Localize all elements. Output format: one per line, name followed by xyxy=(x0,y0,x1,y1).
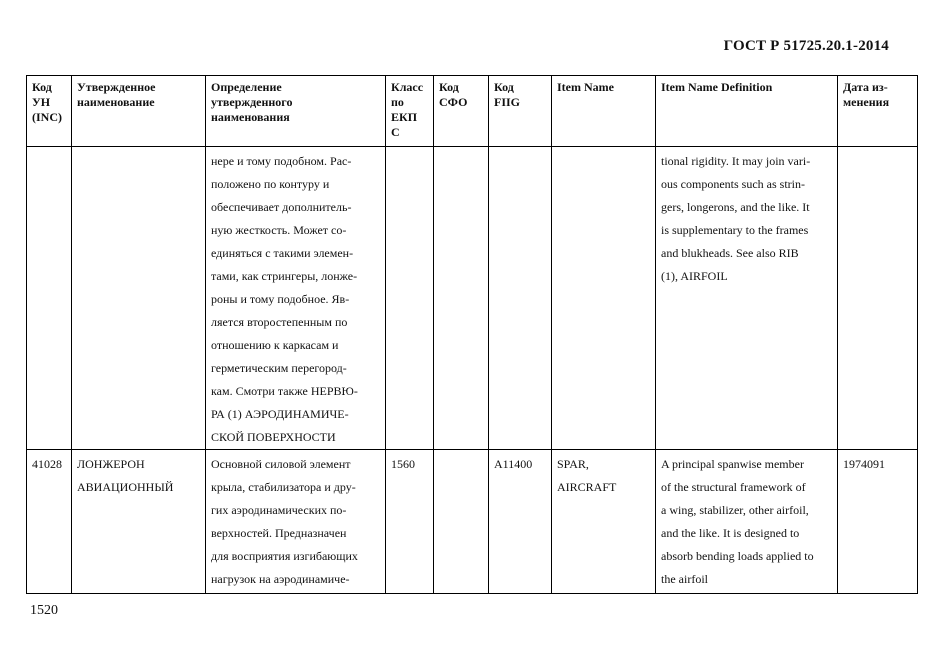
cell-class: 1560 xyxy=(386,450,434,594)
table-row xyxy=(27,450,918,594)
cell-approved-name: ЛОНЖЕРОН АВИАЦИОННЫЙ xyxy=(72,450,206,594)
table-header-row xyxy=(27,76,918,147)
col-header-change-date: Дата из- менения xyxy=(838,76,918,147)
cell-sfo xyxy=(434,147,489,450)
cell-fiig: A11400 xyxy=(489,450,552,594)
cell-approved-name xyxy=(72,147,206,450)
standard-code: ГОСТ Р 51725.20.1-2014 xyxy=(723,38,889,54)
col-header-fiig: Код FIIG xyxy=(489,76,552,147)
cell-definition-ru: нере и тому подобном. Рас- положено по контуру и обеспечивает дополнитель- ную жесткость. Может со- единяться с такими элемен- тами, как стрингеры, лонже- роны и тому подобное. Яв- ляется второстепенным по отношению к каркасам и герметическим перегород- кам. Смотри также НЕРВЮ- РА (1) АЭРОДИНАМИЧЕ- СКОЙ ПОВЕРХНОСТИ xyxy=(206,147,386,450)
cell-definition-ru: Основной силовой элемент крыла, стабилизатора и дру- гих аэродинамических по- верхностей. Предназначен для восприятия изгибающих нагрузок на аэродинамиче- xyxy=(206,450,386,594)
cell-sfo xyxy=(434,450,489,594)
cell-item-name-definition: tional rigidity. It may join vari- ous components such as strin- gers, longerons, and the like. It is supplementary to the frames and blukheads. See also RIB (1), AIRFOIL xyxy=(656,147,838,450)
catalog-table xyxy=(26,75,918,594)
cell-change-date: 1974091 xyxy=(838,450,918,594)
table-row xyxy=(27,147,918,450)
col-header-item-name: Item Name xyxy=(552,76,656,147)
col-header-definition: Определение утвержденного наименования xyxy=(206,76,386,147)
col-header-approved-name: Утвержденное наименование xyxy=(72,76,206,147)
cell-item-name xyxy=(552,147,656,450)
page-number: 1520 xyxy=(30,603,58,618)
col-header-inc: Код УН (INC) xyxy=(27,76,72,147)
cell-fiig xyxy=(489,147,552,450)
col-header-sfo: Код СФО xyxy=(434,76,489,147)
col-header-item-name-definition: Item Name Definition xyxy=(656,76,838,147)
cell-item-name: SPAR, AIRCRAFT xyxy=(552,450,656,594)
col-header-class: Класс по ЕКП С xyxy=(386,76,434,147)
cell-item-name-definition: A principal spanwise member of the structural framework of a wing, stabilizer, other airfoil, and the like. It is designed to absorb bending loads applied to the airfoil xyxy=(656,450,838,594)
cell-change-date xyxy=(838,147,918,450)
cell-inc: 41028 xyxy=(27,450,72,594)
cell-class xyxy=(386,147,434,450)
cell-inc xyxy=(27,147,72,450)
